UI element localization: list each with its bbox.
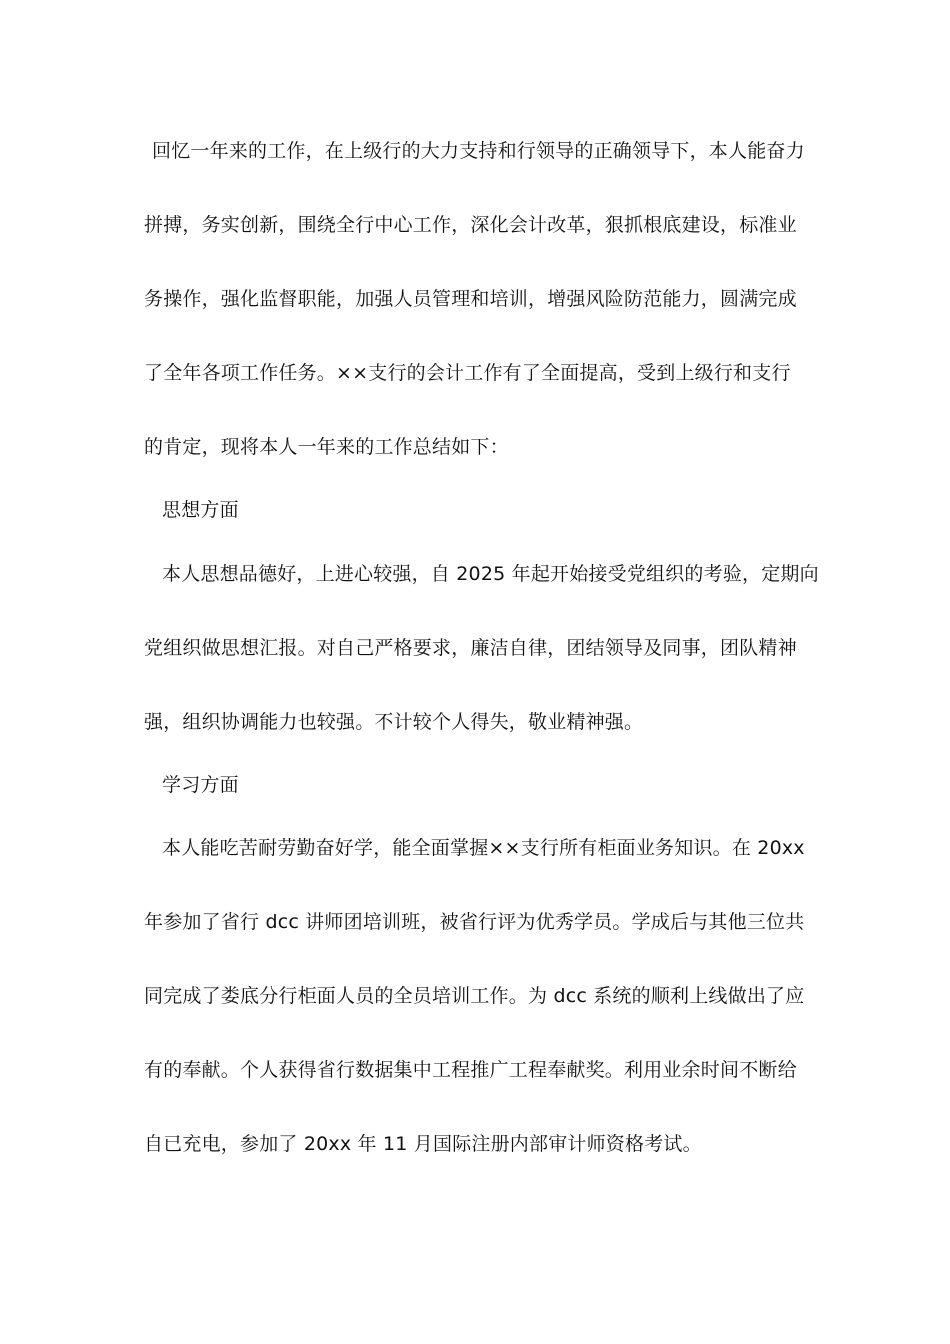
paragraph-study-line-5: 自已充电，参加了 20xx 年 11 月国际注册内部审计师资格考试。	[144, 1133, 702, 1155]
paragraph-intro-line-2: 拼搏，务实创新，围绕全行中心工作，深化会计改革，狠抓根底建设，标准业	[144, 214, 797, 236]
paragraph-intro-line-1: 回忆一年来的工作，在上级行的大力支持和行领导的正确领导下，本人能奋力	[152, 140, 805, 162]
paragraph-intro-line-3: 务操作，强化监督职能，加强人员管理和培训，增强风险防范能力，圆满完成	[144, 288, 797, 310]
paragraph-intro-line-5: 的肯定，现将本人一年来的工作总结如下：	[144, 436, 509, 458]
paragraph-intro-line-4: 了全年各项工作任务。××支行的会计工作有了全面提高，受到上级行和支行	[144, 362, 791, 384]
paragraph-thought-line-1: 本人思想品德好，上进心较强，自 2025 年起开始接受党组织的考验，定期向	[162, 563, 819, 585]
paragraph-study-line-1: 本人能吃苦耐劳勤奋好学，能全面掌握××支行所有柜面业务知识。在 20xx	[162, 837, 805, 859]
paragraph-study-line-2: 年参加了省行 dcc 讲师团培训班，被省行评为优秀学员。学成后与其他三位共	[144, 911, 805, 933]
paragraph-study-line-4: 有的奉献。个人获得省行数据集中工程推广工程奉献奖。利用业余时间不断给	[144, 1059, 797, 1081]
paragraph-study-line-3: 同完成了娄底分行柜面人员的全员培训工作。为 dcc 系统的顺利上线做出了应	[144, 985, 805, 1007]
paragraph-thought-line-3: 强，组织协调能力也较强。不计较个人得失，敬业精神强。	[144, 711, 644, 733]
section-heading-thought: 思想方面	[162, 499, 239, 521]
section-heading-study: 学习方面	[162, 774, 239, 796]
paragraph-thought-line-2: 党组织做思想汇报。对自己严格要求，廉洁自律，团结领导及同事，团队精神	[144, 637, 797, 659]
